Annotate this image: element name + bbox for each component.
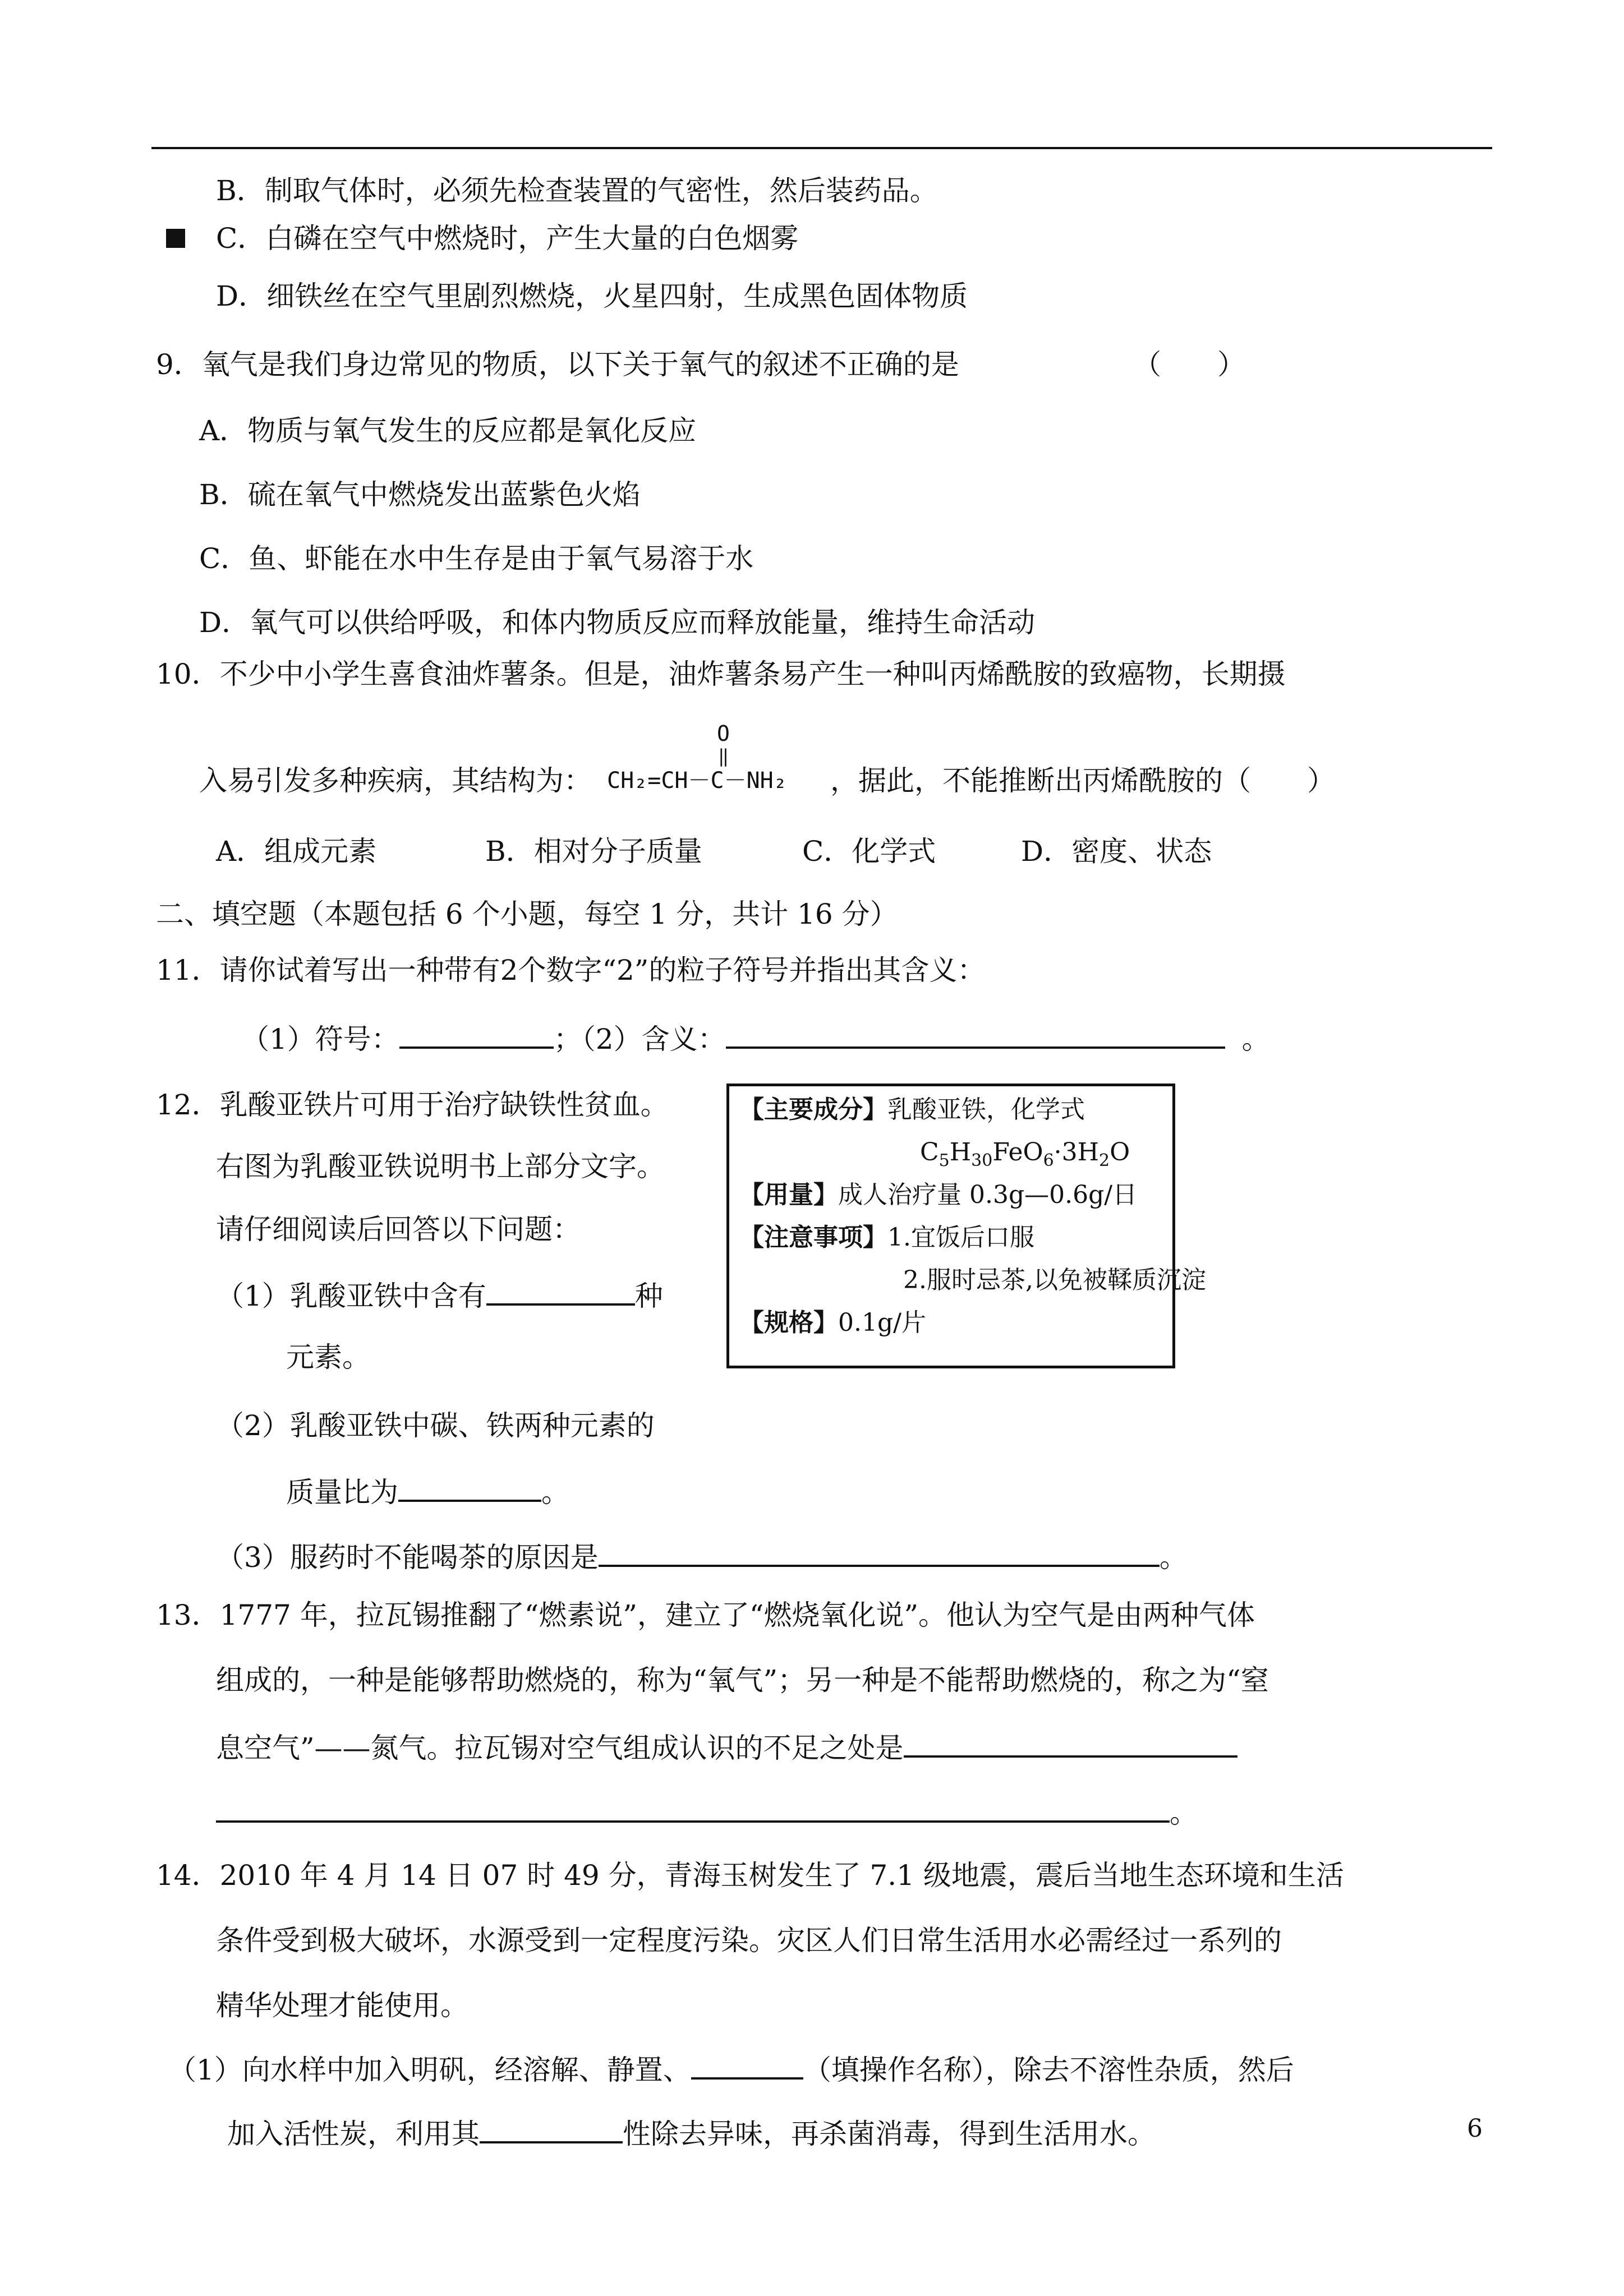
q9-option-b: B．硫在氧气中燃烧发出蓝紫色火焰 [199, 478, 641, 511]
q11-end: 。 [1241, 1023, 1270, 1055]
page-number: 6 [1467, 2114, 1483, 2143]
q13-line-3-text: 息空气”——氮气。拉瓦锡对空气组成认识的不足之处是 [216, 1732, 904, 1764]
q14-part-1-cont-text-2: 性除去异味，再杀菌消毒，得到生活用水。 [623, 2118, 1156, 2150]
q12-part-2: （2）乳酸亚铁中碳、铁两种元素的 [216, 1409, 655, 1442]
box-formula: $C_5H_{30}FeO_6\cdot 3H_2O$ [920, 1138, 1130, 1170]
q9-option-a: A．物质与氧气发生的反应都是氧化反应 [199, 414, 697, 447]
q11-symbol-blank[interactable] [399, 1020, 554, 1049]
box-line-spec [739, 1307, 926, 1339]
q14-part-1-cont [227, 2114, 1156, 2151]
q13-line-4 [216, 1794, 1198, 1830]
box-ingredient-text: 乳酸亚铁，化学式 [887, 1095, 1085, 1124]
q10-line-2-end: ，据此，不能推断出丙烯酰胺的（ ） [830, 764, 1335, 797]
q11-symbol-label: （1）符号： [241, 1023, 399, 1055]
q12-part-2-blank[interactable] [398, 1473, 541, 1502]
q13-line-1: 13．1777 年，拉瓦锡推翻了“燃素说”，建立了“燃烧氧化说”。他认为空气是由两种气体 [156, 1599, 1255, 1631]
q14-part-1-text: （1）向水样中加入明矾，经溶解、静置、 [168, 2054, 691, 2086]
q10-option-b: B．相对分子质量 [485, 835, 702, 868]
q14-blank-2[interactable] [480, 2114, 623, 2143]
q12-part-2-cont [286, 1473, 569, 1509]
q10-option-c: C．化学式 [802, 835, 936, 868]
box-spec-text: 0.1g/片 [838, 1308, 926, 1337]
box-line-dosage [739, 1179, 1137, 1211]
q9-stem: 9．氧气是我们身边常见的物质，以下关于氧气的叙述不正确的是 [156, 348, 959, 381]
q10-option-a: A．组成元素 [216, 835, 377, 868]
structure-main-chain: CH₂=CH－C－NH₂ [607, 768, 787, 794]
q14-part-1 [168, 2050, 1294, 2087]
q14-line-1: 14．2010 年 4 月 14 日 07 时 49 分，青海玉树发生了 7.1 级地震，震后当地生态环境和生活 [156, 1859, 1344, 1892]
q12-part-1 [216, 1276, 663, 1313]
q9-option-c: C．鱼、虾能在水中生存是由于氧气易溶于水 [199, 542, 754, 575]
box-ingredient-label: 【主要成分】 [739, 1095, 887, 1124]
q14-line-2: 条件受到极大破坏，水源受到一定程度污染。灾区人们日常生活用水必需经过一系列的 [216, 1924, 1282, 1957]
q12-part-2-end: 。 [541, 1476, 569, 1509]
q12-line-3: 请仔细阅读后回答以下问题： [216, 1213, 581, 1246]
q12-part-1-blank[interactable] [486, 1276, 635, 1306]
box-notes-label: 【注意事项】 [739, 1223, 887, 1252]
q11-meaning-label: ；（2）含义： [553, 1023, 726, 1055]
q11-stem: 11．请你试着写出一种带有2个数字“2”的粒子符号并指出其含义： [156, 954, 986, 986]
q13-line-3 [216, 1728, 1237, 1765]
q12-part-3-end: 。 [1159, 1541, 1188, 1574]
q10-option-d: D．密度、状态 [1021, 835, 1212, 868]
structure-double-bond: ‖ [718, 745, 729, 767]
box-notes-text: 1.宜饭后口服 [887, 1223, 1034, 1252]
q11-meaning-blank[interactable] [726, 1020, 1225, 1049]
q11-answer-row [241, 1020, 1270, 1056]
box-dosage-label: 【用量】 [739, 1181, 838, 1209]
q14-blank-1[interactable] [691, 2050, 803, 2080]
q12-part-3 [216, 1538, 1188, 1574]
q8-option-c: C．白磷在空气中燃烧时，产生大量的白色烟雾 [216, 222, 799, 255]
q13-line-2: 组成的，一种是能够帮助燃烧的，称为“氧气”；另一种是不能帮助燃烧的，称之为“窒 [216, 1664, 1269, 1696]
q10-line-2-start: 入易引发多种疾病，其结构为： [199, 764, 592, 797]
q12-part-1-unit: 种 [634, 1280, 663, 1312]
q14-part-1-text-2: （填操作名称），除去不溶性杂质，然后 [803, 2054, 1294, 2086]
q13-blank-1[interactable] [904, 1728, 1237, 1758]
structure-oxygen: O [717, 721, 730, 746]
q9-option-d: D．氧气可以供给呼吸，和体内物质反应而释放能量，维持生命活动 [199, 606, 1036, 639]
q14-part-1-cont-text: 加入活性炭，利用其 [227, 2118, 480, 2150]
q14-line-3: 精华处理才能使用。 [216, 1989, 468, 2022]
header-rule [151, 147, 1492, 149]
q12-part-2-label: 质量比为 [286, 1476, 398, 1509]
box-line-ingredient [739, 1094, 1085, 1126]
box-dosage-text: 成人治疗量 0.3g—0.6g/日 [838, 1181, 1138, 1209]
q8-option-b: B．制取气体时，必须先检查装置的气密性，然后装药品。 [216, 174, 938, 207]
section-2-heading: 二、填空题（本题包括 6 个小题，每空 1 分，共计 16 分） [156, 898, 898, 930]
bullet-square-icon [166, 229, 185, 248]
box-line-notes [739, 1222, 1034, 1253]
q12-part-3-text: （3）服药时不能喝茶的原因是 [216, 1541, 599, 1574]
q12-part-1-text: （1）乳酸亚铁中含有 [216, 1280, 486, 1312]
q9-answer-paren: （ ） [1133, 348, 1245, 381]
q12-part-3-blank[interactable] [599, 1538, 1160, 1567]
q12-line-2: 右图为乳酸亚铁说明书上部分文字。 [216, 1150, 665, 1183]
q13-end: 。 [1170, 1797, 1198, 1829]
q10-line-1: 10．不少中小学生喜食油炸薯条。但是，油炸薯条易产生一种叫丙烯酰胺的致癌物，长期摄 [156, 658, 1286, 690]
box-line-notes-2: 2.服时忌茶,以免被鞣质沉淀 [903, 1266, 1206, 1294]
box-spec-label: 【规格】 [739, 1308, 838, 1337]
q13-blank-2[interactable] [216, 1794, 1170, 1823]
q12-stem: 12．乳酸亚铁片可用于治疗缺铁性贫血。 [156, 1089, 669, 1121]
q8-option-d: D．细铁丝在空气里剧烈燃烧，火星四射，生成黑色固体物质 [216, 280, 968, 312]
q12-part-1-cont: 元素。 [286, 1341, 370, 1373]
medicine-label-box [726, 1084, 1206, 1368]
